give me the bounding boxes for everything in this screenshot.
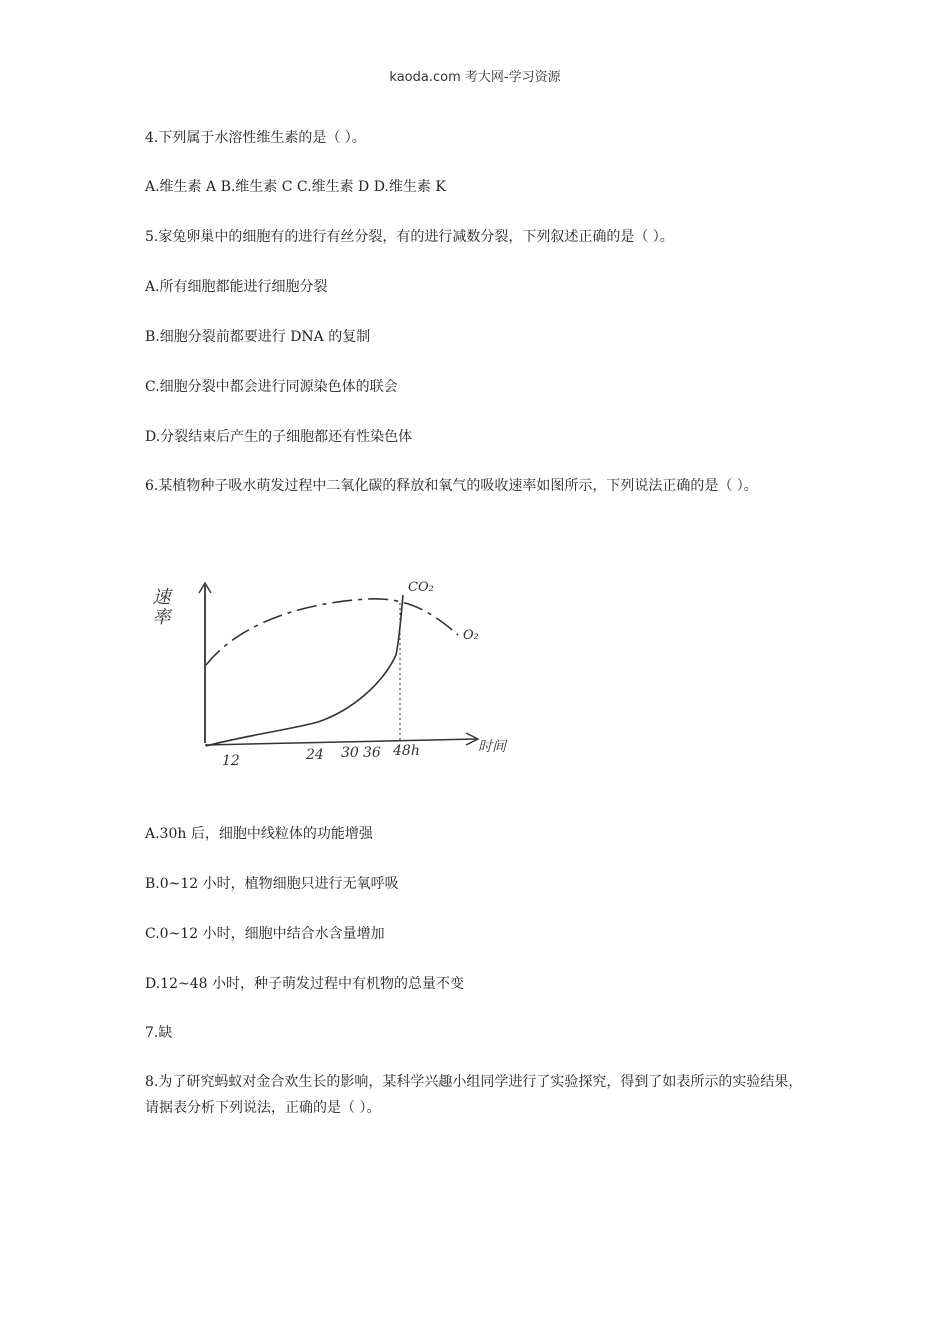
co2-curve [206,595,403,746]
x-tick-12: 12 [222,753,240,769]
x-tick-30: 30 [341,745,359,761]
q4-stem: 4.下列属于水溶性维生素的是（ ）。 [145,130,366,146]
x-tick-36: 36 [363,745,381,761]
respiration-rate-figure [148,565,528,775]
q8-stem: 8.为了研究蚂蚁对金合欢生长的影响，某科学兴趣小组同学进行了实验探究，得到了如表所示的实验结果，请据表分析下列说法，正确的是（ ）。 [145,1074,803,1116]
q6-stem: 6.某植物种子吸水萌发过程中二氧化碳的释放和氧气的吸收速率如图所示，下列说法正确的是（ ）。 [145,478,758,494]
x-tick-24: 24 [306,747,324,763]
q6-option-b: B.0~12 小时，植物细胞只进行无氧呼吸 [145,876,399,892]
q5-option-d: D.分裂结束后产生的子细胞都还有性染色体 [145,429,413,445]
co2-series-label: CO₂ [408,580,434,595]
page-header: kaoda.com 考大网-学习资源 [389,70,561,85]
q5-option-a: A.所有细胞都能进行细胞分裂 [145,279,328,295]
q5-stem: 5.家兔卵巢中的细胞有的进行有丝分裂，有的进行减数分裂，下列叙述正确的是（ ）。 [145,229,674,245]
x-axis-label: 时间 [478,739,506,755]
q6-option-a: A.30h 后，细胞中线粒体的功能增强 [145,826,373,842]
q5-option-b: B.细胞分裂前都要进行 DNA 的复制 [145,329,371,345]
q6-option-d: D.12~48 小时，种子萌发过程中有机物的总量不变 [145,976,464,992]
q4-options: A.维生素 A B.维生素 C C.维生素 D D.维生素 K [145,179,446,195]
q6-option-c: C.0~12 小时，细胞中结合水含量增加 [145,926,385,942]
q7-stem: 7.缺 [145,1025,173,1041]
x-tick-48: 48h [393,743,420,759]
q5-option-c: C.细胞分裂中都会进行同源染色体的联会 [145,379,398,395]
y-axis-label: 速率 [149,587,171,627]
o2-series-label: O₂ [463,628,479,643]
o2-curve [206,599,458,665]
